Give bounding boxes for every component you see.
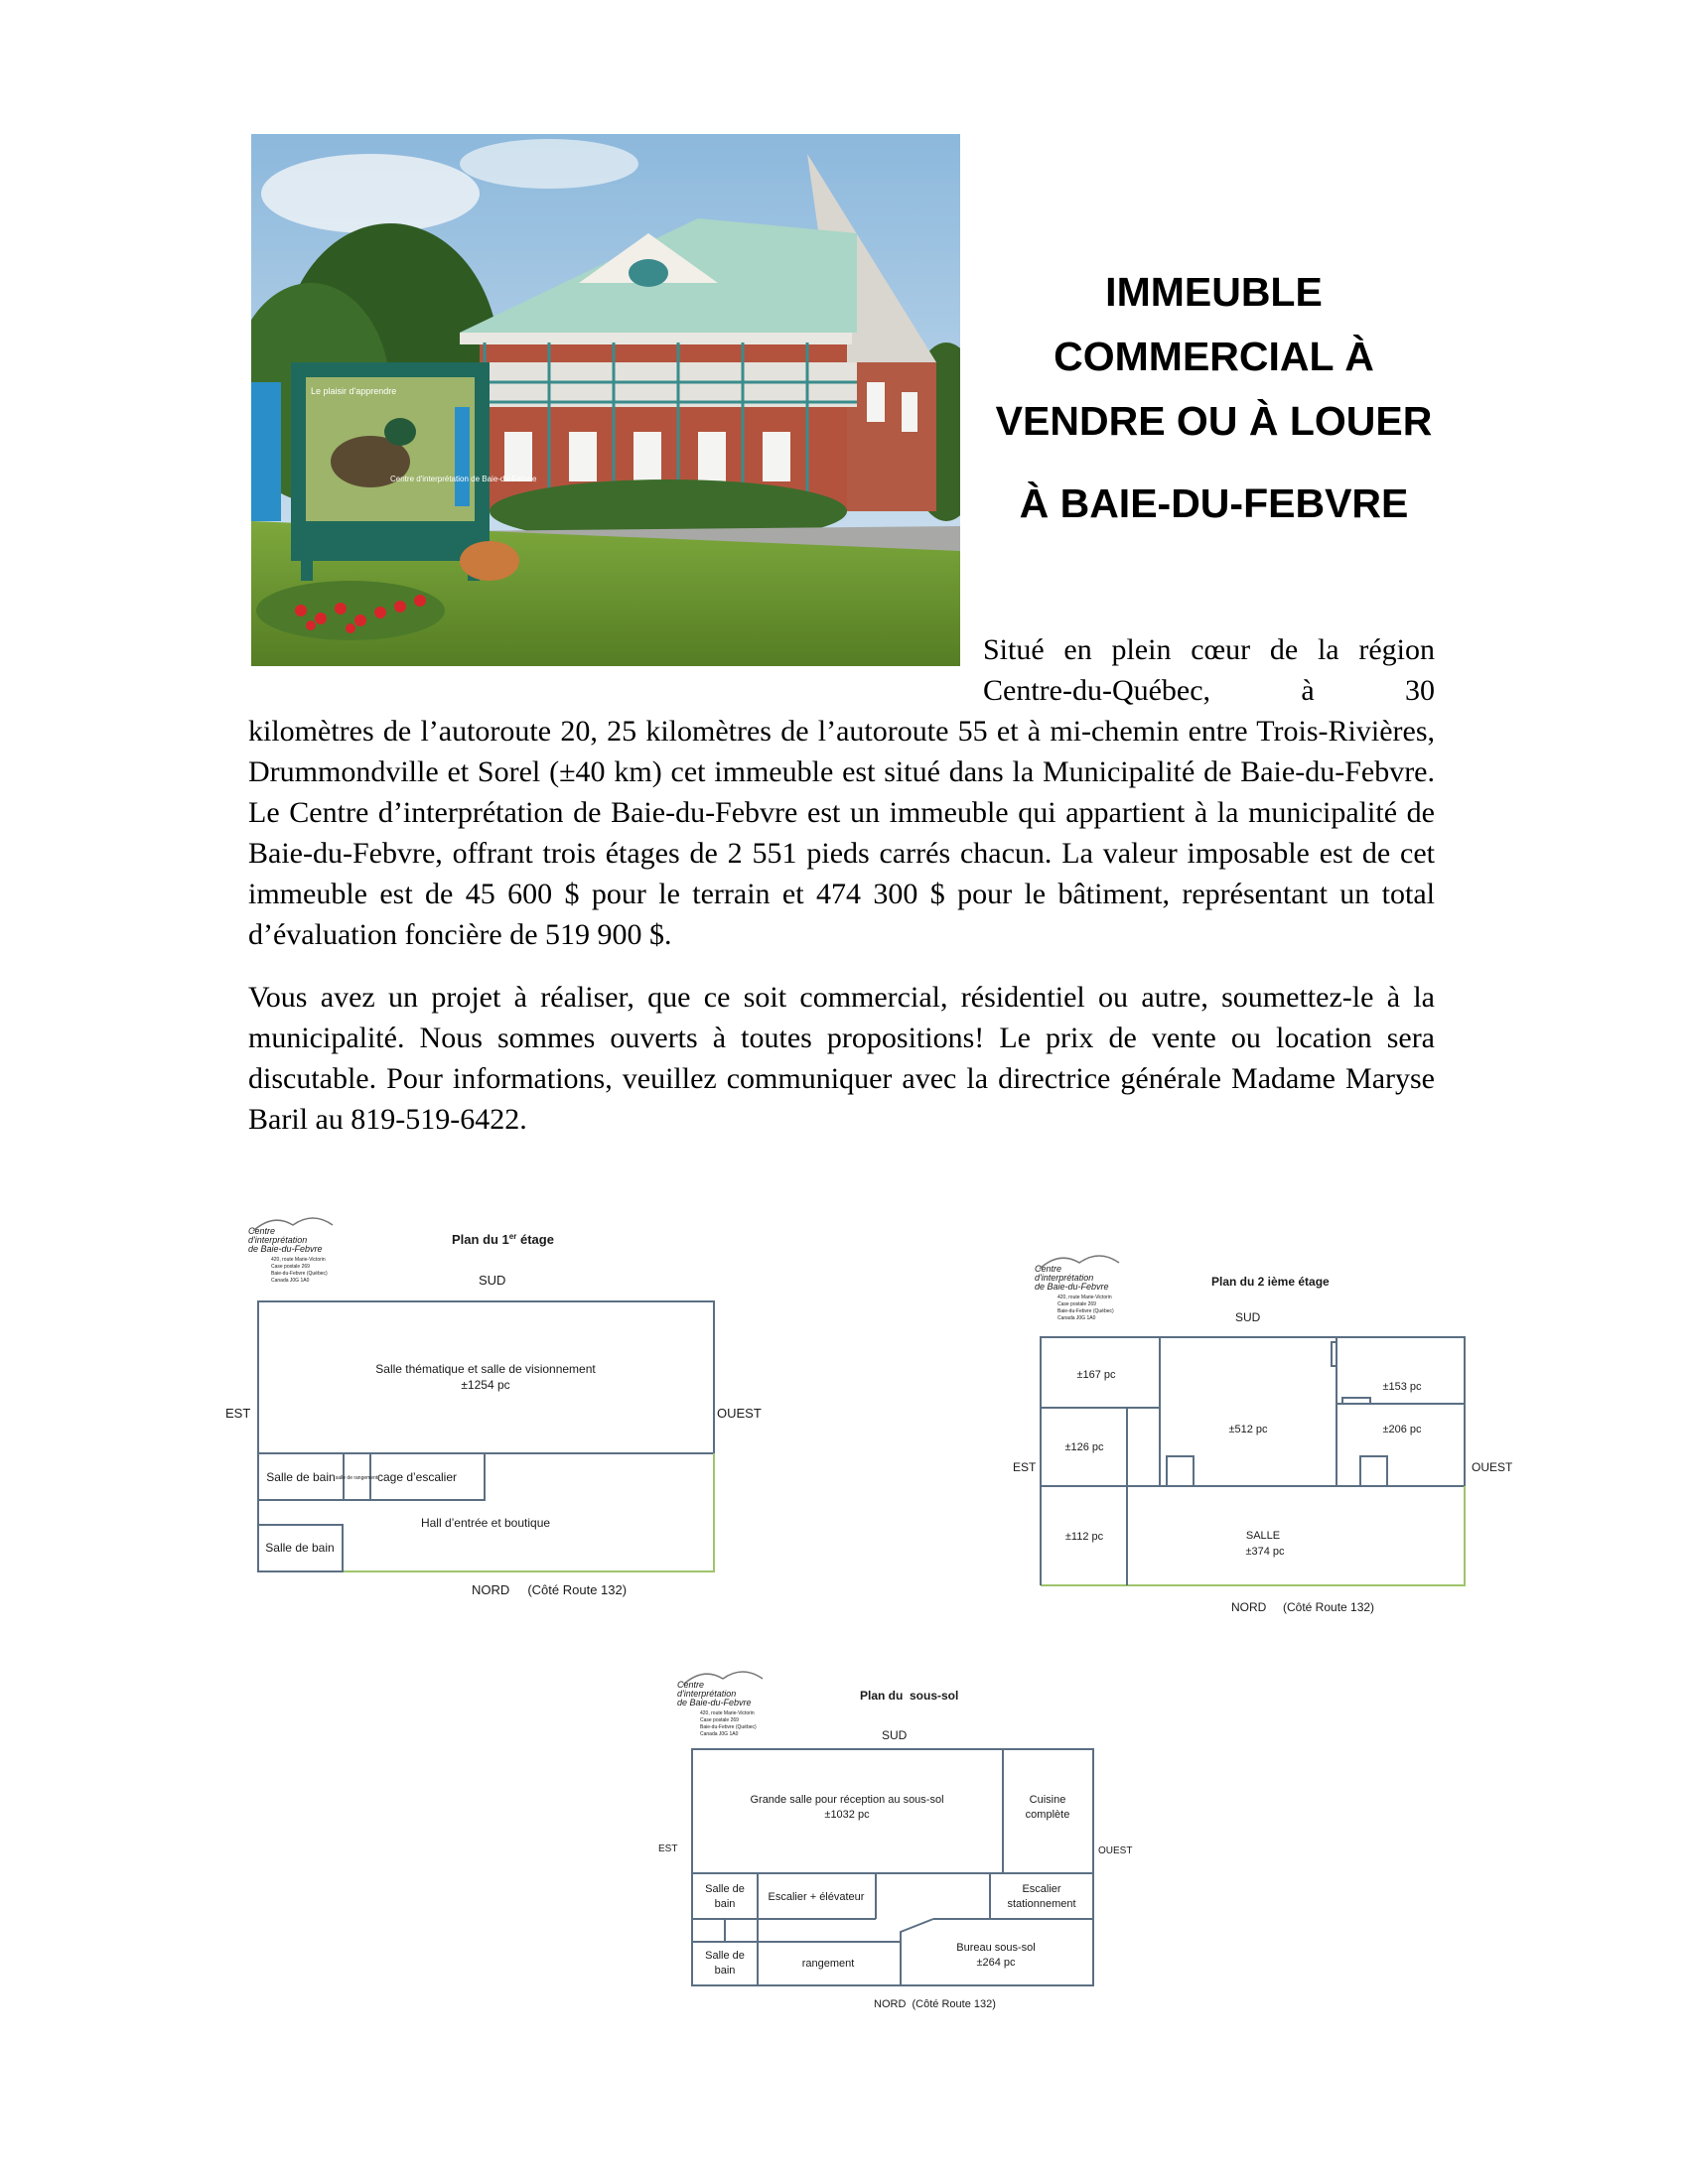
plan2-logo — [1035, 1256, 1119, 1321]
plan2-room-167: ±167 pc — [1076, 1369, 1116, 1381]
svg-text:de Baie-du-Febvre: de Baie-du-Febvre — [248, 1244, 323, 1254]
plan3-bath-1a: Salle de — [705, 1883, 745, 1895]
plan1-bath-2: Salle de bain — [265, 1541, 335, 1555]
svg-text:d'interprétation: d'interprétation — [248, 1235, 308, 1245]
plan1-small-room: salle de rangement — [335, 1475, 378, 1481]
plan3-elevator: Escalier + élévateur — [768, 1891, 865, 1903]
svg-text:Baie-du-Febvre (Québec): Baie-du-Febvre (Québec) — [1057, 1308, 1114, 1314]
svg-text:de Baie-du-Febvre: de Baie-du-Febvre — [1035, 1282, 1109, 1292]
plan3-bath-1b: bain — [714, 1898, 736, 1910]
plan1-west-label: OUEST — [717, 1406, 762, 1421]
plan1-south-label: SUD — [479, 1273, 506, 1288]
plan3-stairs-1: Escalier — [1022, 1883, 1061, 1895]
plan1-logo — [248, 1218, 333, 1284]
plan1-stairs: cage d’escalier — [376, 1470, 458, 1484]
title-line-1: IMMEUBLE — [1105, 269, 1323, 315]
plan3-office-area: ±264 pc — [976, 1957, 1016, 1969]
svg-text:Case postale 269: Case postale 269 — [700, 1717, 739, 1723]
svg-text:Centre: Centre — [248, 1226, 276, 1236]
plan1-bath-1: Salle de bain — [266, 1470, 336, 1484]
paragraph-1-start: Situé en plein cœur de la région Centre-du-Québec, à 30 — [983, 633, 1435, 707]
plan2-room-153: ±153 pc — [1382, 1381, 1422, 1393]
plan3-stairs-2: stationnement — [1007, 1898, 1076, 1910]
plan2-room-126: ±126 pc — [1064, 1441, 1104, 1453]
plan2-room-512: ±512 pc — [1228, 1424, 1268, 1435]
plan2-salle-area: ±374 pc — [1245, 1546, 1285, 1558]
plan-second-floor — [1013, 1256, 1513, 1614]
plan1-main-area: ±1254 pc — [461, 1378, 510, 1392]
plan3-kitchen-2: complète — [1025, 1809, 1070, 1821]
plan1-title: Plan du 1er étage — [452, 1232, 554, 1247]
title-line-2: COMMERCIAL À — [1054, 334, 1374, 379]
plan3-west-label: OUEST — [1098, 1845, 1133, 1856]
svg-text:Case postale 269: Case postale 269 — [271, 1264, 310, 1270]
plan2-salle: SALLE — [1245, 1530, 1281, 1542]
plan-basement — [658, 1672, 1132, 2010]
plan2-north-label: NORD (Côté Route 132) — [1231, 1600, 1375, 1614]
svg-text:420, route Marie-Victorin: 420, route Marie-Victorin — [271, 1257, 326, 1263]
sign-text: Le plaisir d'apprendre — [311, 386, 397, 396]
plan2-south-label: SUD — [1235, 1310, 1261, 1324]
plan2-east-label: EST — [1013, 1460, 1037, 1474]
svg-text:d'interprétation: d'interprétation — [1035, 1273, 1094, 1283]
plan1-hall: Hall d’entrée et boutique — [420, 1516, 551, 1530]
title-line-4: À BAIE-DU-FEBVRE — [1019, 480, 1409, 526]
paragraph-1-rest: kilomètres de l’autoroute 20, 25 kilomètres de l’autoroute 55 et à mi-chemin entre Trois-Rivières, Drummondville et Sorel (±40 km) cet immeuble est situé dans la Municipalité de Baie-du-Febvre. Le Centre d’interprétation de Baie-du-Febvre est un immeuble qui appartient à la municipalité de Baie-du-Febvre, offrant trois étages de 2 551 pieds carrés chacun. La valeur imposable est de cet immeuble est de 45 600 $ pour le terrain et 474 300 $ pour le bâtiment, représentant un total d’évaluation foncière de 519 900 $. — [248, 715, 1435, 951]
plan-first-floor — [225, 1218, 762, 1597]
plan1-east-label: EST — [225, 1406, 251, 1421]
plan1-north-label: NORD (Côté Route 132) — [472, 1582, 628, 1597]
plan3-kitchen-1: Cuisine — [1029, 1794, 1066, 1806]
svg-text:Centre: Centre — [677, 1680, 705, 1690]
svg-text:de Baie-du-Febvre: de Baie-du-Febvre — [677, 1698, 752, 1707]
svg-text:Baie-du-Febvre (Québec): Baie-du-Febvre (Québec) — [700, 1724, 757, 1730]
plan3-main-room: Grande salle pour réception au sous-sol — [750, 1794, 944, 1806]
sign-subtext: Centre d'interprétation de Baie-du-Febvre — [390, 475, 537, 483]
plan3-north-label: NORD (Côté Route 132) — [874, 1998, 996, 2010]
plan3-bath-2a: Salle de — [705, 1950, 745, 1962]
plan3-bath-2b: bain — [714, 1965, 736, 1977]
svg-text:d'interprétation: d'interprétation — [677, 1689, 737, 1699]
title-line-3: VENDRE OU À LOUER — [995, 398, 1433, 444]
plan3-office: Bureau sous-sol — [956, 1942, 1036, 1954]
svg-text:Centre: Centre — [1035, 1264, 1062, 1274]
svg-text:420, route Marie-Victorin: 420, route Marie-Victorin — [1057, 1295, 1112, 1300]
plan3-storage: rangement — [801, 1958, 855, 1970]
svg-text:Canada J0G 1A0: Canada J0G 1A0 — [271, 1278, 310, 1284]
plan2-west-label: OUEST — [1472, 1460, 1513, 1474]
svg-text:420, route Marie-Victorin: 420, route Marie-Victorin — [700, 1710, 755, 1716]
plan2-room-206: ±206 pc — [1382, 1424, 1422, 1435]
paragraph-2: Vous avez un projet à réaliser, que ce soit commercial, résidentiel ou autre, soumettez-le à la municipalité. Nous sommes ouverts à toutes propositions! Le prix de vente ou location sera discutable. Pour informations, veuillez communiquer avec la directrice générale Madame Maryse Baril au 819-519-6422. — [248, 981, 1435, 1136]
plan3-south-label: SUD — [882, 1728, 908, 1742]
plan3-logo — [677, 1672, 763, 1737]
svg-text:Case postale 269: Case postale 269 — [1057, 1301, 1096, 1307]
plan2-title: Plan du 2 ième étage — [1211, 1275, 1330, 1289]
plan2-room-112: ±112 pc — [1064, 1531, 1104, 1543]
svg-text:Canada J0G 1A0: Canada J0G 1A0 — [700, 1731, 739, 1737]
plan3-title: Plan du sous-sol — [860, 1689, 959, 1703]
plan3-east-label: EST — [658, 1843, 678, 1854]
svg-text:Canada J0G 1A0: Canada J0G 1A0 — [1057, 1315, 1096, 1321]
plan3-main-area: ±1032 pc — [824, 1809, 870, 1821]
svg-text:Baie-du-Febvre (Québec): Baie-du-Febvre (Québec) — [271, 1271, 328, 1277]
plan1-main-room: Salle thématique et salle de visionnement — [375, 1362, 596, 1376]
